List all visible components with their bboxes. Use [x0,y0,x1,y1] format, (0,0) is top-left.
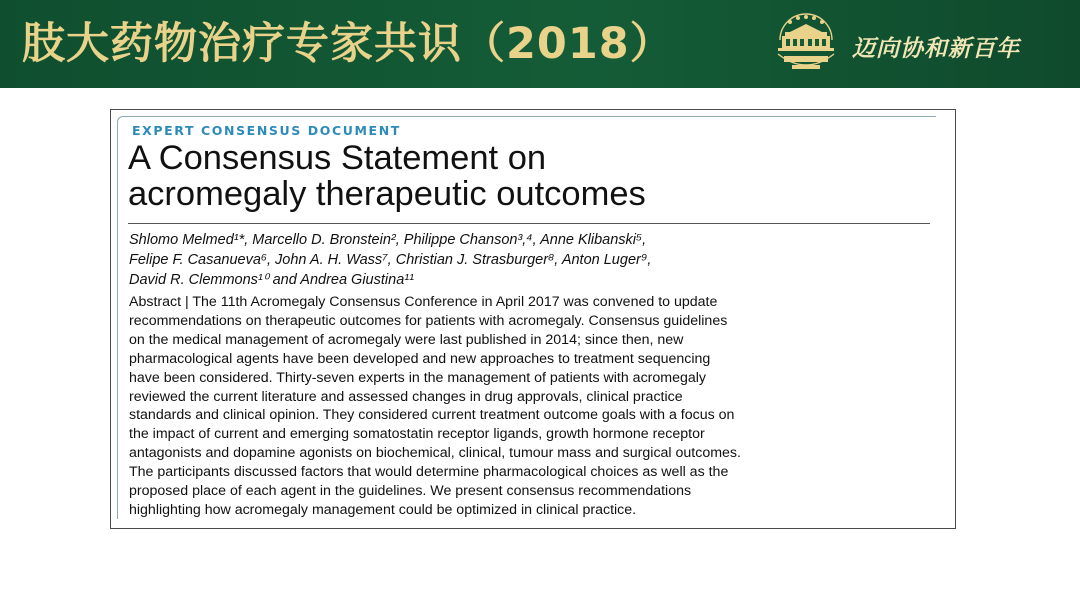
abstract: Abstract | The 11th Acromegaly Consensus Conference in April 2017 was convened to update recommendations on therapeutic outcomes for patients with acromegaly. Consensus guidelines on the medical management of acromegaly were last published in 2014; since then, new pharmacological agents have been developed and new approaches to treatment sequencing have been considered. Thirty-seven experts in the management of patients with acromegaly reviewed the current literature and assessed changes in drug approvals, clinical practice standards and clinical opinion. They considered current treatment outcome goals with a focus on the impact of current and emerging somatostatin receptor ligands, growth hormone receptor antagonists and dopamine agonists on biochemical, clinical, tumour mass and surgical outcomes. The participants discussed factors that would determine pharmacological choices as well as the proposed place of each agent in the guidelines. We present consensus recommendations highlighting how acromegaly management could be optimized in clinical practice. [129,294,741,518]
hospital-emblem-icon [770,10,842,80]
article-excerpt [110,109,956,529]
slide-header [0,0,1080,88]
article-title: A Consensus Statement on acromegaly therapeutic outcomes [128,139,646,213]
slide-title: 肢大药物治疗专家共识（2018） [22,19,674,69]
document-type-label: EXPERT CONSENSUS DOCUMENT [132,123,401,138]
title-divider [128,223,930,224]
author-list: Shlomo Melmed¹*, Marcello D. Bronstein², Philippe Chanson³,⁴, Anne Klibanski⁵, Felipe F. Casanueva⁶, John A. H. Wass⁷, Christian J. Strasburger⁸, Anton Luger⁹, David R. Clemmons¹⁰ and Andrea Giustina¹¹ [129,232,652,288]
slogan: 迈向协和新百年 [852,35,1020,62]
